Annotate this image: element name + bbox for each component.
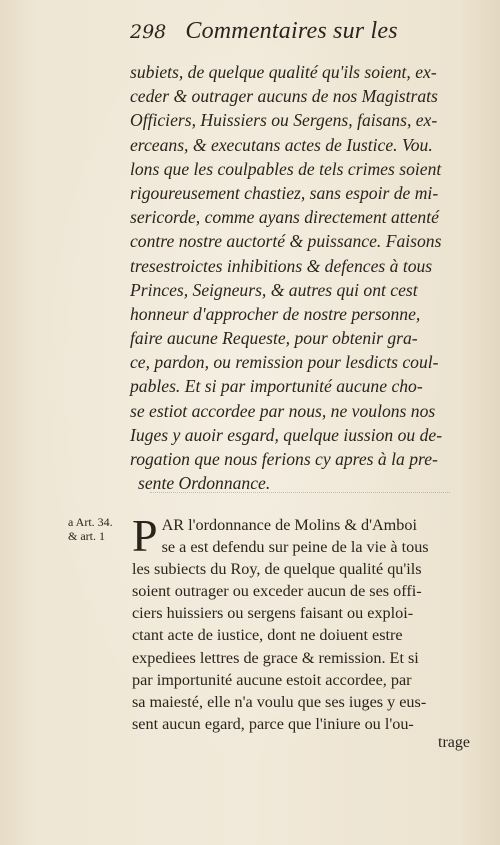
text-line: Princes, Seigneurs, & autres qui ont cest: [130, 279, 418, 300]
text-line: ceder & outrager aucuns de nos Magistrats: [130, 86, 438, 107]
drop-cap: P: [132, 510, 158, 561]
catchword: trage: [438, 734, 470, 751]
text-line: faire aucune Requeste, pour obtenir gra-: [130, 328, 418, 349]
text-line: soient outrager ou exceder aucun de ses offi-: [132, 582, 422, 601]
text-line: sente Ordonnance.: [138, 473, 271, 494]
text-line: Officiers, Huissiers ou Sergens, faisans, ex-: [130, 110, 438, 131]
text-line: rigoureusement chastiez, sans espoir de mi-: [130, 182, 439, 203]
text-line: par importunité aucune estoit accordee, par: [132, 670, 412, 689]
text-line: Iuges y auoir esgard, quelque iussion ou de-: [130, 424, 443, 445]
running-title: Commentaires sur les: [185, 18, 398, 44]
text-line: ce, pardon, ou remission pour lesdicts coul-: [130, 352, 439, 373]
text-line: sent aucun egard, parce que l'iniure ou l'ou-: [132, 714, 414, 733]
text-line: contre nostre auctorté & puissance. Faisons: [130, 231, 442, 252]
page-header: [130, 18, 470, 52]
text-line: se estiot accordee par nous, ne voulons nos: [130, 400, 436, 421]
margin-note-line: a Art. 34.: [68, 515, 113, 529]
margin-note: [68, 515, 113, 543]
paragraph-opening: [132, 510, 476, 561]
text-line: sericorde, comme ayans directement attenté: [130, 207, 439, 228]
text-line: pables. Et si par importunité aucune cho-: [130, 376, 423, 397]
text-line: les subiects du Roy, de quelque qualité qu'ils: [132, 560, 422, 579]
text-line: lons que les coulpables de tels crimes soient: [130, 158, 442, 179]
text-line: expediees lettres de grace & remission. Et si: [132, 648, 419, 667]
text-line: se a est defendu sur peine de la vie à tous: [161, 538, 429, 557]
text-line: erceans, & executans actes de Iustice. Vou.: [130, 134, 433, 155]
text-line: sa maiesté, elle n'a voulu que ses iuges y eus-: [132, 692, 427, 711]
margin-note-line: & art. 1: [68, 529, 105, 543]
text-line: honneur d'approcher de nostre personne,: [130, 303, 421, 324]
ordinance-quote: [130, 60, 475, 495]
text-line: ctant acte de iustice, dont ne doiuent estre: [132, 626, 403, 645]
commentary-paragraph: [132, 510, 476, 735]
text-line: ciers huissiers ou sergens faisant ou exploi-: [132, 604, 414, 623]
page-number: 298: [130, 21, 167, 43]
text-line: subiets, de quelque qualité qu'ils soient, ex-: [130, 62, 437, 82]
text-line: AR l'ordonnance de Molins & d'Amboi: [161, 516, 417, 534]
text-line: rogation que nous ferions cy apres à la pre-: [130, 449, 438, 469]
text-line: tresestroictes inhibitions & defences à tous: [130, 255, 433, 276]
section-divider: [150, 492, 450, 499]
